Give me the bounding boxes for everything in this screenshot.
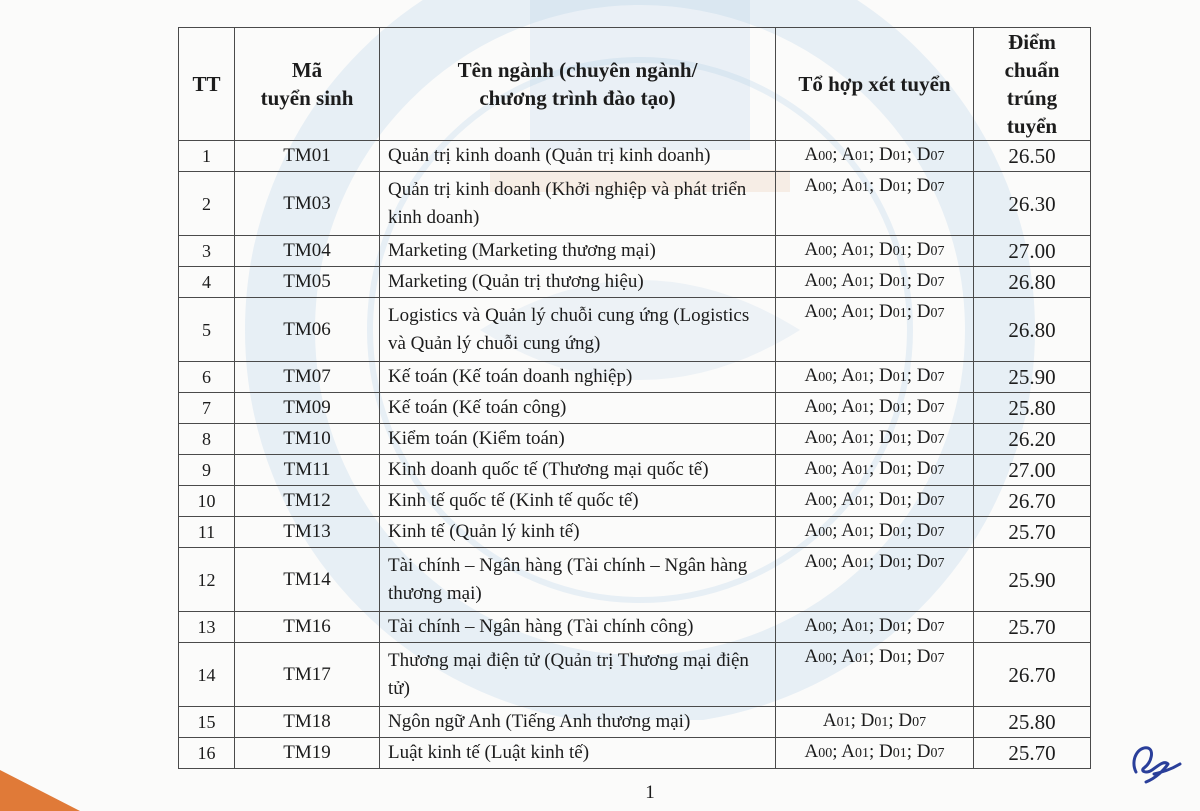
admission-code: TM12 <box>235 486 380 517</box>
combination-letter: D <box>916 365 931 386</box>
cutoff-score: 25.90 <box>974 362 1091 393</box>
major-name: Quản trị kinh doanh (Khởi nghiệp và phát triển kinh doanh) <box>380 172 776 236</box>
subject-combination: A00; A01; D01; D07 <box>776 267 974 298</box>
combination-letter: D <box>878 270 893 291</box>
combination-letter: A <box>841 365 855 386</box>
combination-number: 07 <box>930 306 945 321</box>
table-row <box>179 548 1091 612</box>
combination-letter: A <box>841 489 855 510</box>
combination-letter: A <box>804 520 819 541</box>
row-index: 10 <box>179 486 235 517</box>
major-name: Kế toán (Kế toán công) <box>380 393 776 424</box>
page-number: 1 <box>645 782 655 803</box>
row-index: 4 <box>179 267 235 298</box>
combination-letter: A <box>804 144 819 165</box>
cutoff-score: 26.70 <box>974 643 1091 707</box>
table-body <box>179 141 1091 769</box>
combination-number: 07 <box>930 463 945 478</box>
combination-letter: A <box>841 301 855 322</box>
combination-number: 01 <box>892 525 907 540</box>
row-index: 16 <box>179 738 235 769</box>
admission-code: TM10 <box>235 424 380 455</box>
row-index: 12 <box>179 548 235 612</box>
combination-number: 01 <box>854 275 869 290</box>
combination-number: 00 <box>818 620 833 635</box>
subject-combination: A00; A01; D01; D07 <box>776 548 974 612</box>
cutoff-score: 26.70 <box>974 486 1091 517</box>
combination-letter: D <box>916 396 931 417</box>
combination-letter: D <box>878 520 893 541</box>
combination-number: 01 <box>892 306 907 321</box>
admission-code: TM06 <box>235 298 380 362</box>
combination-letter: A <box>841 520 855 541</box>
row-index: 13 <box>179 612 235 643</box>
corner-accent-shape <box>0 770 80 811</box>
combination-letter: D <box>878 489 893 510</box>
admission-code: TM14 <box>235 548 380 612</box>
table-row <box>179 236 1091 267</box>
combination-letter: D <box>916 458 931 479</box>
combination-number: 00 <box>818 651 833 666</box>
combination-letter: A <box>804 741 819 762</box>
combination-number: 01 <box>854 149 869 164</box>
major-name: Logistics và Quản lý chuỗi cung ứng (Logistics và Quản lý chuỗi cung ứng) <box>380 298 776 362</box>
subject-combination: A00; A01; D01; D07 <box>776 455 974 486</box>
combination-number: 00 <box>818 370 833 385</box>
combination-letter: D <box>878 239 893 260</box>
combination-number: 01 <box>892 463 907 478</box>
combination-letter: A <box>804 427 819 448</box>
combination-number: 07 <box>930 556 945 571</box>
major-name: Tài chính – Ngân hàng (Tài chính – Ngân hàng thương mại) <box>380 548 776 612</box>
combination-letter: A <box>841 239 855 260</box>
combination-number: 01 <box>854 556 869 571</box>
table-row <box>179 298 1091 362</box>
cutoff-score: 26.80 <box>974 298 1091 362</box>
combination-letter: A <box>804 239 819 260</box>
combination-letter: D <box>860 710 875 731</box>
subject-combination: A00; A01; D01; D07 <box>776 517 974 548</box>
admission-code: TM04 <box>235 236 380 267</box>
combination-letter: D <box>878 458 893 479</box>
major-name: Marketing (Quản trị thương hiệu) <box>380 267 776 298</box>
combination-number: 01 <box>892 370 907 385</box>
combination-letter: D <box>878 551 893 572</box>
combination-letter: D <box>916 489 931 510</box>
admission-code: TM07 <box>235 362 380 393</box>
subject-combination: A00; A01; D01; D07 <box>776 486 974 517</box>
combination-letter: A <box>804 396 819 417</box>
row-index: 14 <box>179 643 235 707</box>
combination-number: 01 <box>854 463 869 478</box>
row-index: 11 <box>179 517 235 548</box>
combination-letter: D <box>916 144 931 165</box>
combination-number: 07 <box>930 651 945 666</box>
combination-number: 07 <box>930 620 945 635</box>
table-row <box>179 172 1091 236</box>
combination-number: 00 <box>818 401 833 416</box>
combination-letter: D <box>878 741 893 762</box>
table-row <box>179 738 1091 769</box>
combination-number: 01 <box>892 556 907 571</box>
combination-letter: D <box>916 301 931 322</box>
subject-combination: A01; D01; D07 <box>776 707 974 738</box>
cutoff-score: 26.50 <box>974 141 1091 172</box>
header-tt: TT <box>179 28 235 141</box>
combination-number: 07 <box>930 494 945 509</box>
subject-combination: A00; A01; D01; D07 <box>776 643 974 707</box>
combination-letter: D <box>878 427 893 448</box>
combination-number: 01 <box>892 432 907 447</box>
combination-letter: D <box>916 646 931 667</box>
combination-number: 07 <box>930 401 945 416</box>
combination-number: 00 <box>818 180 833 195</box>
combination-number: 01 <box>854 370 869 385</box>
table-row <box>179 643 1091 707</box>
table-row <box>179 455 1091 486</box>
combination-number: 01 <box>854 244 869 259</box>
combination-letter: A <box>841 396 855 417</box>
combination-number: 01 <box>854 432 869 447</box>
table-row <box>179 141 1091 172</box>
combination-letter: A <box>822 710 837 731</box>
combination-letter: D <box>878 365 893 386</box>
combination-number: 01 <box>892 149 907 164</box>
combination-letter: D <box>878 144 893 165</box>
combination-letter: D <box>916 520 931 541</box>
subject-combination: A00; A01; D01; D07 <box>776 738 974 769</box>
combination-number: 01 <box>892 651 907 666</box>
combination-number: 01 <box>854 746 869 761</box>
combination-number: 01 <box>854 401 869 416</box>
combination-number: 01 <box>892 494 907 509</box>
combination-number: 07 <box>930 275 945 290</box>
combination-number: 01 <box>874 715 889 730</box>
combination-letter: D <box>916 427 931 448</box>
combination-number: 01 <box>854 620 869 635</box>
admission-code: TM18 <box>235 707 380 738</box>
combination-number: 00 <box>818 556 833 571</box>
row-index: 5 <box>179 298 235 362</box>
combination-letter: A <box>804 489 819 510</box>
row-index: 8 <box>179 424 235 455</box>
major-name: Tài chính – Ngân hàng (Tài chính công) <box>380 612 776 643</box>
combination-number: 07 <box>930 525 945 540</box>
major-name: Thương mại điện tử (Quản trị Thương mại điện tử) <box>380 643 776 707</box>
row-index: 7 <box>179 393 235 424</box>
combination-letter: D <box>878 615 893 636</box>
combination-number: 01 <box>836 715 851 730</box>
combination-number: 07 <box>930 180 945 195</box>
combination-letter: D <box>878 646 893 667</box>
table-row <box>179 707 1091 738</box>
admission-code: TM13 <box>235 517 380 548</box>
cutoff-score: 27.00 <box>974 455 1091 486</box>
combination-letter: A <box>804 551 819 572</box>
cutoff-score: 25.80 <box>974 707 1091 738</box>
combination-letter: A <box>804 175 819 196</box>
combination-letter: A <box>804 301 819 322</box>
admission-code: TM11 <box>235 455 380 486</box>
combination-letter: D <box>916 239 931 260</box>
subject-combination: A00; A01; D01; D07 <box>776 172 974 236</box>
admission-code: TM09 <box>235 393 380 424</box>
combination-letter: A <box>841 270 855 291</box>
combination-letter: D <box>878 301 893 322</box>
subject-combination: A00; A01; D01; D07 <box>776 424 974 455</box>
major-name: Quản trị kinh doanh (Quản trị kinh doanh) <box>380 141 776 172</box>
cutoff-score: 25.90 <box>974 548 1091 612</box>
table-row <box>179 612 1091 643</box>
combination-letter: A <box>841 427 855 448</box>
combination-letter: A <box>804 615 819 636</box>
admission-code: TM16 <box>235 612 380 643</box>
row-index: 2 <box>179 172 235 236</box>
combination-number: 01 <box>854 494 869 509</box>
cutoff-score: 27.00 <box>974 236 1091 267</box>
subject-combination: A00; A01; D01; D07 <box>776 362 974 393</box>
combination-letter: D <box>916 615 931 636</box>
cutoff-score: 26.30 <box>974 172 1091 236</box>
admission-code: TM05 <box>235 267 380 298</box>
combination-letter: A <box>804 270 819 291</box>
major-name: Kinh doanh quốc tế (Thương mại quốc tế) <box>380 455 776 486</box>
cutoff-score: 25.80 <box>974 393 1091 424</box>
subject-combination: A00; A01; D01; D07 <box>776 141 974 172</box>
major-name: Luật kinh tế (Luật kinh tế) <box>380 738 776 769</box>
combination-letter: D <box>916 270 931 291</box>
combination-letter: A <box>841 646 855 667</box>
row-index: 6 <box>179 362 235 393</box>
cutoff-score: 26.80 <box>974 267 1091 298</box>
table-row <box>179 362 1091 393</box>
table-header-row <box>179 28 1091 141</box>
combination-number: 01 <box>854 651 869 666</box>
combination-letter: A <box>841 144 855 165</box>
combination-number: 00 <box>818 463 833 478</box>
combination-number: 00 <box>818 525 833 540</box>
header-major-name: Tên ngành (chuyên ngành/ chương trình đào tạo) <box>380 28 776 141</box>
subject-combination: A00; A01; D01; D07 <box>776 393 974 424</box>
admission-code: TM19 <box>235 738 380 769</box>
combination-number: 00 <box>818 244 833 259</box>
combination-letter: A <box>804 365 819 386</box>
row-index: 15 <box>179 707 235 738</box>
combination-letter: A <box>804 646 819 667</box>
header-subject-combination: Tổ hợp xét tuyển <box>776 28 974 141</box>
combination-number: 00 <box>818 149 833 164</box>
admission-score-table <box>178 27 1091 769</box>
combination-number: 07 <box>930 244 945 259</box>
table-row <box>179 486 1091 517</box>
admission-code: TM01 <box>235 141 380 172</box>
cutoff-score: 25.70 <box>974 738 1091 769</box>
combination-letter: A <box>841 615 855 636</box>
combination-number: 07 <box>930 746 945 761</box>
table-row <box>179 517 1091 548</box>
table-row <box>179 393 1091 424</box>
row-index: 1 <box>179 141 235 172</box>
cutoff-score: 25.70 <box>974 517 1091 548</box>
combination-letter: D <box>916 551 931 572</box>
combination-number: 01 <box>892 275 907 290</box>
combination-number: 00 <box>818 494 833 509</box>
combination-letter: D <box>916 175 931 196</box>
major-name: Ngôn ngữ Anh (Tiếng Anh thương mại) <box>380 707 776 738</box>
combination-number: 01 <box>892 401 907 416</box>
combination-letter: D <box>878 396 893 417</box>
combination-number: 01 <box>854 306 869 321</box>
combination-letter: A <box>841 458 855 479</box>
major-name: Kinh tế (Quản lý kinh tế) <box>380 517 776 548</box>
major-name: Kế toán (Kế toán doanh nghiệp) <box>380 362 776 393</box>
admission-code: TM03 <box>235 172 380 236</box>
combination-number: 07 <box>912 715 927 730</box>
major-name: Kiểm toán (Kiểm toán) <box>380 424 776 455</box>
row-index: 9 <box>179 455 235 486</box>
combination-number: 00 <box>818 275 833 290</box>
combination-number: 07 <box>930 432 945 447</box>
combination-letter: D <box>878 175 893 196</box>
row-index: 3 <box>179 236 235 267</box>
combination-number: 00 <box>818 306 833 321</box>
header-code: Mã tuyển sinh <box>235 28 380 141</box>
combination-number: 01 <box>892 244 907 259</box>
combination-number: 01 <box>892 180 907 195</box>
cutoff-score: 25.70 <box>974 612 1091 643</box>
combination-number: 01 <box>854 525 869 540</box>
combination-number: 07 <box>930 370 945 385</box>
combination-letter: A <box>841 551 855 572</box>
subject-combination: A00; A01; D01; D07 <box>776 298 974 362</box>
header-cutoff-score: Điểm chuẩn trúng tuyển <box>974 28 1091 141</box>
combination-number: 01 <box>854 180 869 195</box>
combination-number: 01 <box>892 620 907 635</box>
table-row <box>179 267 1091 298</box>
table-row <box>179 424 1091 455</box>
admission-code: TM17 <box>235 643 380 707</box>
combination-number: 07 <box>930 149 945 164</box>
major-name: Marketing (Marketing thương mại) <box>380 236 776 267</box>
combination-letter: A <box>841 175 855 196</box>
combination-number: 01 <box>892 746 907 761</box>
cutoff-score: 26.20 <box>974 424 1091 455</box>
subject-combination: A00; A01; D01; D07 <box>776 236 974 267</box>
combination-number: 00 <box>818 432 833 447</box>
combination-letter: A <box>841 741 855 762</box>
major-name: Kinh tế quốc tế (Kinh tế quốc tế) <box>380 486 776 517</box>
combination-letter: A <box>804 458 819 479</box>
subject-combination: A00; A01; D01; D07 <box>776 612 974 643</box>
handwritten-signature-initials <box>1124 738 1184 788</box>
combination-number: 00 <box>818 746 833 761</box>
combination-letter: D <box>898 710 913 731</box>
combination-letter: D <box>916 741 931 762</box>
